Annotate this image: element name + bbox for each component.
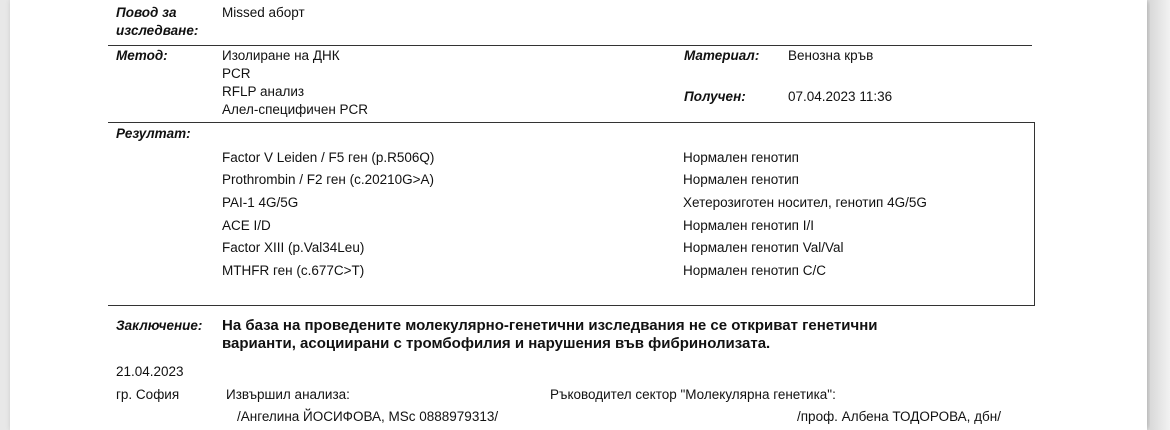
result-outcome: Нормален генотип Val/Val [683, 240, 844, 255]
result-test: Prothrombin / F2 ген (c.20210G>A) [222, 172, 435, 187]
result-box-right [1034, 122, 1035, 306]
separator-line [108, 45, 1032, 46]
material-label: Материал: [684, 48, 760, 63]
method-line: Алел-специфичен PCR [222, 102, 369, 117]
performed-name: /Ангелина ЙОСИФОВА, MSc 0888979313/ [237, 409, 499, 424]
result-test: MTHFR ген (c.677C>T) [222, 263, 365, 278]
received-value: 07.04.2023 11:36 [788, 89, 893, 104]
head-name: /проф. Албена ТОДОРОВА, дбн/ [797, 409, 1001, 424]
report-city: гр. София [116, 387, 180, 402]
conclusion-line: На база на проведените молекулярно-генетични изследвания не се откриват генетични [222, 317, 878, 334]
reason-value: Missed аборт [222, 5, 305, 20]
viewer-edge [1150, 0, 1170, 430]
method-label: Метод: [116, 48, 168, 63]
result-outcome: Нормален генотип [683, 150, 799, 165]
head-label: Ръководител сектор "Молекулярна генетика": [550, 387, 836, 402]
result-test: Factor XIII (p.Val34Leu) [222, 240, 365, 255]
result-label: Резултат: [116, 126, 191, 141]
method-line: Изолиране на ДНК [222, 48, 340, 63]
method-line: RFLP анализ [222, 84, 305, 99]
result-test: PAI-1 4G/5G [222, 195, 299, 210]
conclusion-text [222, 317, 878, 353]
result-test: Factor V Leiden / F5 ген (p.R506Q) [222, 150, 435, 165]
received-label: Получен: [684, 89, 746, 104]
method-list [222, 47, 368, 119]
material-value: Венозна кръв [788, 48, 874, 63]
reason-label [116, 4, 198, 40]
conclusion-label: Заключение: [116, 318, 203, 333]
result-box-bottom [108, 305, 1035, 306]
result-outcome: Хетерозиготен носител, генотип 4G/5G [683, 195, 927, 210]
method-line: PCR [222, 66, 251, 81]
cropped-header-line [683, 0, 983, 3]
performed-label: Извършил анализа: [226, 387, 350, 402]
result-outcome: Нормален генотип [683, 172, 799, 187]
report-date: 21.04.2023 [116, 364, 184, 379]
result-outcome: Нормален генотип I/I [683, 218, 814, 233]
result-outcome: Нормален генотип C/C [683, 263, 826, 278]
conclusion-line: варианти, асоциирани с тромбофилия и нарушения във фибринолизата. [222, 335, 771, 352]
result-box-top [108, 122, 1035, 123]
reason-label-line2: изследване: [116, 23, 199, 38]
reason-label-line1: Повод за [116, 5, 177, 20]
result-test: ACE I/D [222, 218, 271, 233]
